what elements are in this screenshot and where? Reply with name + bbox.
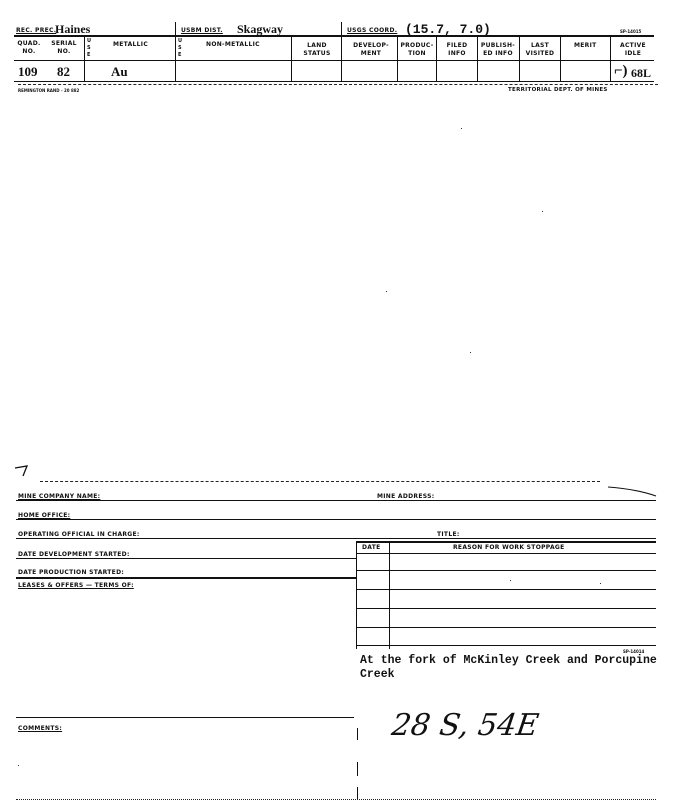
divider [397, 35, 398, 81]
rule [356, 589, 656, 590]
rule [16, 519, 656, 520]
metallic-header: METALLIC [113, 41, 149, 48]
leases-offers-label: LEASES & OFFERS — TERMS OF: [18, 582, 134, 589]
card-edge-dashed [40, 481, 600, 482]
rule [356, 608, 656, 609]
rec-prec-value: Haines [55, 22, 91, 36]
land-status-header: LAND STATUS [303, 42, 331, 57]
serial-no-value: 82 [57, 64, 70, 79]
filed-info-header: FILED INFO [446, 42, 468, 57]
rule [16, 717, 354, 718]
card-edge-dotted [16, 799, 656, 800]
divider [610, 35, 611, 81]
form-number-top: SP-14015 [620, 29, 642, 34]
corner-curve-icon [606, 484, 658, 498]
divider [175, 22, 176, 81]
date-development-started-label: DATE DEVELOPMENT STARTED: [18, 551, 130, 558]
rule [356, 570, 656, 571]
non-metallic-header: NON-METALLIC [206, 41, 260, 48]
scan-speck [461, 128, 462, 129]
divider [477, 35, 478, 81]
divider [341, 22, 342, 81]
rule [16, 538, 656, 539]
rule [16, 577, 356, 579]
active-idle-header: ACTIVE IDLE [620, 42, 646, 57]
operating-official-label: OPERATING OFFICIAL IN CHARGE: [18, 531, 140, 538]
card-edge-dashed [18, 84, 658, 85]
serial-no-header: SERIAL NO. [51, 40, 77, 55]
date-production-started-label: DATE PRODUCTION STARTED: [18, 569, 125, 576]
idle-mark: ⌐) [614, 63, 628, 79]
divider [389, 541, 390, 649]
divider [560, 35, 561, 81]
rule [356, 645, 656, 646]
rule [356, 627, 656, 628]
use-metallic-header: U S E [87, 38, 92, 58]
quad-no-value: 109 [18, 64, 38, 79]
header-rule [14, 60, 654, 61]
territorial-dept-label: TERRITORIAL DEPT. OF MINES [508, 87, 608, 93]
divider [357, 787, 358, 799]
printer-mark: REMINGTON RAND - 20 882 [18, 88, 80, 93]
metallic-value: Au [111, 64, 128, 79]
mine-address-label: MINE ADDRESS: [377, 493, 435, 500]
form-number-bottom: SP-14014 [623, 649, 645, 654]
scan-speck [600, 583, 601, 584]
divider [291, 35, 292, 81]
divider [356, 541, 357, 649]
top-rule [14, 35, 654, 37]
published-info-header: PUBLISH-ED INFO [480, 42, 516, 57]
merit-header: MERIT [574, 42, 597, 49]
reason-column-header: REASON FOR WORK STOPPAGE [453, 544, 565, 551]
home-office-label: HOME OFFICE: [18, 512, 71, 519]
mine-company-name-label: MINE COMPANY NAME: [18, 493, 101, 500]
rule [356, 541, 656, 543]
scan-speck [386, 291, 387, 292]
quad-no-header: QUAD. NO. [17, 40, 41, 55]
scan-speck [510, 580, 511, 581]
development-header: DEVELOP-MENT [353, 42, 389, 57]
scan-speck [18, 765, 19, 766]
rule [16, 558, 356, 559]
production-header: PRODUC-TION [400, 42, 434, 57]
bottom-rule [14, 81, 654, 82]
active-idle-value: 68L [631, 66, 652, 80]
last-visited-header: LAST VISITED [525, 42, 555, 57]
handwritten-coordinates: 28 S, 54E [389, 708, 541, 743]
rule [16, 500, 656, 501]
use-nonmetallic-header: U S E [178, 38, 183, 58]
usbm-dist-value: Skagway [237, 22, 284, 36]
date-column-header: DATE [362, 544, 381, 551]
divider [84, 35, 85, 81]
location-note: At the fork of McKinley Creek and Porcupine Creek [360, 654, 657, 681]
divider [357, 728, 358, 740]
usgs-coord-label: USGS COORD. [347, 27, 398, 34]
usbm-dist-label: USBM DIST. [181, 27, 223, 34]
rule [356, 553, 656, 554]
scan-speck [542, 211, 543, 212]
title-label: TITLE: [437, 531, 460, 538]
rec-prec-label: REC. PREC. [16, 27, 57, 34]
divider [357, 762, 358, 776]
usgs-coord-value: (15.7, 7.0) [405, 22, 491, 37]
divider [519, 35, 520, 81]
corner-mark-icon [14, 462, 36, 478]
divider [436, 35, 437, 81]
scan-speck [470, 352, 471, 353]
comments-label: COMMENTS: [18, 725, 63, 732]
